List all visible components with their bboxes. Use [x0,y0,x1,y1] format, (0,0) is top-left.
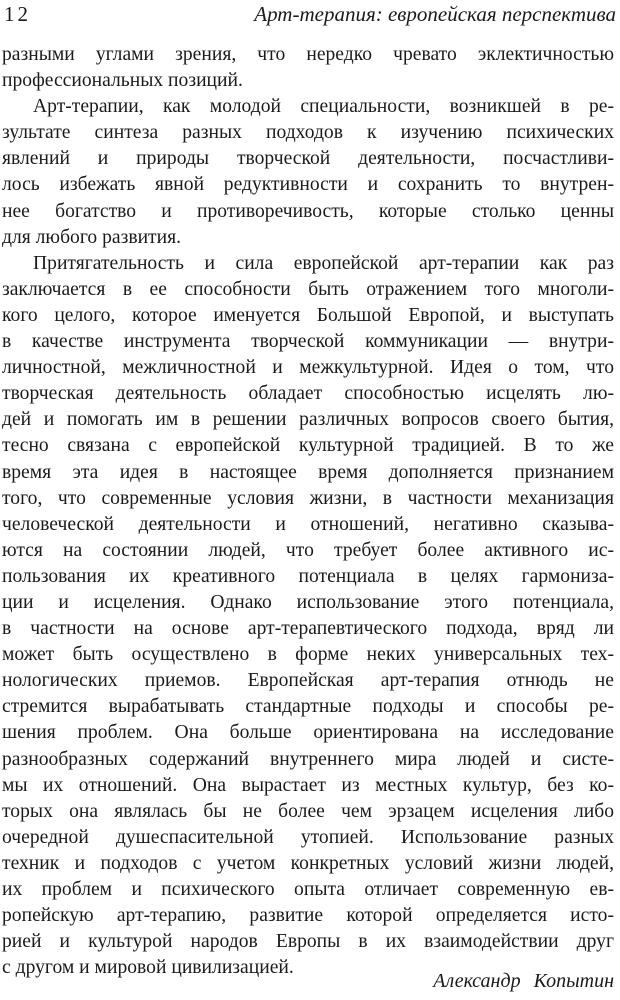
text-line: профессиональных позиций. [2,70,243,92]
text-line: личностной, межличностной и межкультурной. Идея о том, что [2,357,614,379]
text-line: техник и подходов с учетом конкретных условий жизни людей, [2,852,614,874]
text-line: в качестве инструмента творческой коммуникации — внутри- [2,331,614,353]
text-line: пользования их креативного потенциала в целях гармониза- [2,565,614,587]
text-line: торых она являлась бы не более чем эрзацем исцеления либо [2,800,614,822]
text-line: может быть осуществлено в форме неких универсальных тех- [2,644,614,666]
text-line: стремится вырабатывать стандартные подходы и способы ре- [2,696,614,718]
text-line: нее богатство и противоречивость, которые столько ценны [2,200,614,222]
text-line: их проблем и психического опыта отличает современную ев- [2,879,614,900]
text-line: ются на состоянии людей, что требует более активного ис- [2,539,614,561]
text-line: тесно связана с европейской культурной традицией. В то же [2,435,614,457]
page-number: 12 [4,2,31,26]
paragraph [2,42,614,94]
text-line: Притягательность и сила европейской арт-терапии как раз [33,252,614,274]
text-line: время эта идея в настоящее время дополняется признанием [2,461,614,483]
text-line: очередной душеспасительной утопией. Использование разных [2,826,614,848]
text-line: ропейскую арт-терапию, развитие которой определяется исто- [2,905,614,927]
text-line: творческая деятельность обладает способностью исцелять лю- [2,383,614,405]
text-line: явлений и природы творческой деятельности, посчастливи- [2,148,614,170]
text-line: в частности на основе арт-терапевтического подхода, вряд ли [2,618,614,640]
body-text [2,42,614,981]
author-signature: Александр Копытин [433,970,614,992]
text-line: дей и помогать им в решении различных вопросов своего бытия, [2,409,614,431]
text-line: лось избежать явной редуктивности и сохранить то внутрен- [2,174,614,196]
page-header [4,2,616,30]
paragraph [2,251,614,982]
text-line: разными углами зрения, что нередко чревато эклектичностью [2,44,614,65]
text-line: человеческой деятельности и отношений, негативно сказыва- [2,513,614,535]
text-line: рией и культурой народов Европы в их взаимодействии друг [2,931,614,953]
text-line: мы их отношений. Она вырастает из местных культур, без ко- [2,774,614,796]
text-line: для любого развития. [2,226,182,248]
text-line: ции и исцеления. Однако использование этого потенциала, [2,591,614,613]
text-line: кого целого, которое именуется Большой Европой, и выступать [2,304,614,326]
paragraph [2,94,614,251]
text-line: того, что современные условия жизни, в частности механизация [2,487,614,509]
text-line: заключается в ее способности быть отражением того многоли- [2,278,614,300]
running-title: Арт-терапия: европейская перспектива [254,2,616,26]
text-line: Арт-терапии, как молодой специальности, возникшей в ре- [33,96,614,118]
text-line: зультате синтеза разных подходов к изучению психических [2,122,614,144]
text-line: с другом и мировой цивилизацией. [2,957,294,979]
text-line: разнообразных содержаний внутреннего мира людей и систе- [2,748,614,770]
text-line: нологических приемов. Европейская арт-терапия отнюдь не [2,670,614,692]
text-line: шения проблем. Она больше ориентирована на исследование [2,722,614,744]
